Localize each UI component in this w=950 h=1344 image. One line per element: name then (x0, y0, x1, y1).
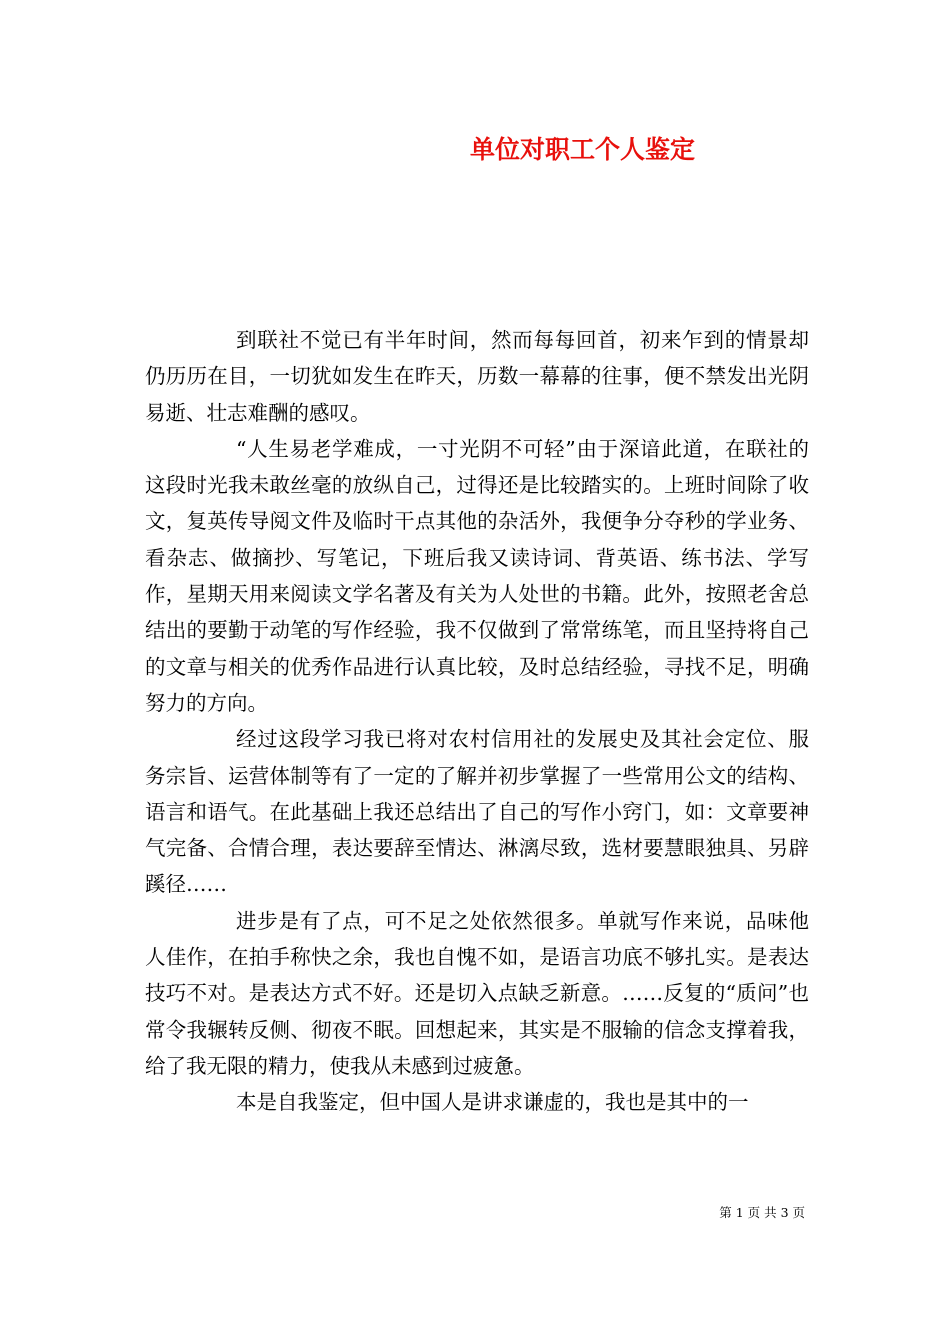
document-title: 单位对职工个人鉴定 (470, 135, 696, 164)
paragraph: 经过这段学习我已将对农村信用社的发展史及其社会定位、服务宗旨、运营体制等有了一定的了解并初步掌握了一些常用公文的结构、语言和语气。在此基础上我还总结出了自己的写作小窍门，如：文章要神气完备、合情合理，表达要辞至情达、淋漓尽致，选材要慧眼独具、另辟蹊径…… (145, 727, 809, 897)
paragraph: 本是自我鉴定，但中国人是讲求谦虚的，我也是其中的一 (236, 1090, 749, 1115)
page-number-footer: 第 1 页 共 3 页 (719, 1205, 805, 1220)
paragraph: “人生易老学难成，一寸光阴不可轻”由于深谙此道，在联社的这段时光我未敢丝毫的放纵自己，过得还是比较踏实的。上班时间除了收文，复英传导阅文件及临时干点其他的杂活外，我便争分夺秒的学业务、看杂志、做摘抄、写笔记，下班后我又读诗词、背英语、练书法、学写作，星期天用来阅读文学名著及有关为人处世的书籍。此外，按照老舍总结出的要勤于动笔的写作经验，我不仅做到了常常练笔，而且坚持将自己的文章与相关的优秀作品进行认真比较，及时总结经验，寻找不足，明确努力的方向。 (145, 436, 809, 715)
paragraph: 进步是有了点，可不足之处依然很多。单就写作来说，品味他人佳作，在拍手称快之余，我也自愧不如，是语言功底不够扎实。是表达技巧不对。是表达方式不好。还是切入点缺乏新意。……反复的“质问”也常令我辗转反侧、彻夜不眠。回想起来，其实是不服输的信念支撑着我，给了我无限的精力，使我从未感到过疲惫。 (145, 908, 809, 1078)
paragraph: 到联社不觉已有半年时间，然而每每回首，初来乍到的情景却仍历历在目，一切犹如发生在昨天，历数一幕幕的往事，便不禁发出光阴易逝、壮志难酬的感叹。 (145, 328, 809, 425)
document-body (145, 322, 809, 1121)
